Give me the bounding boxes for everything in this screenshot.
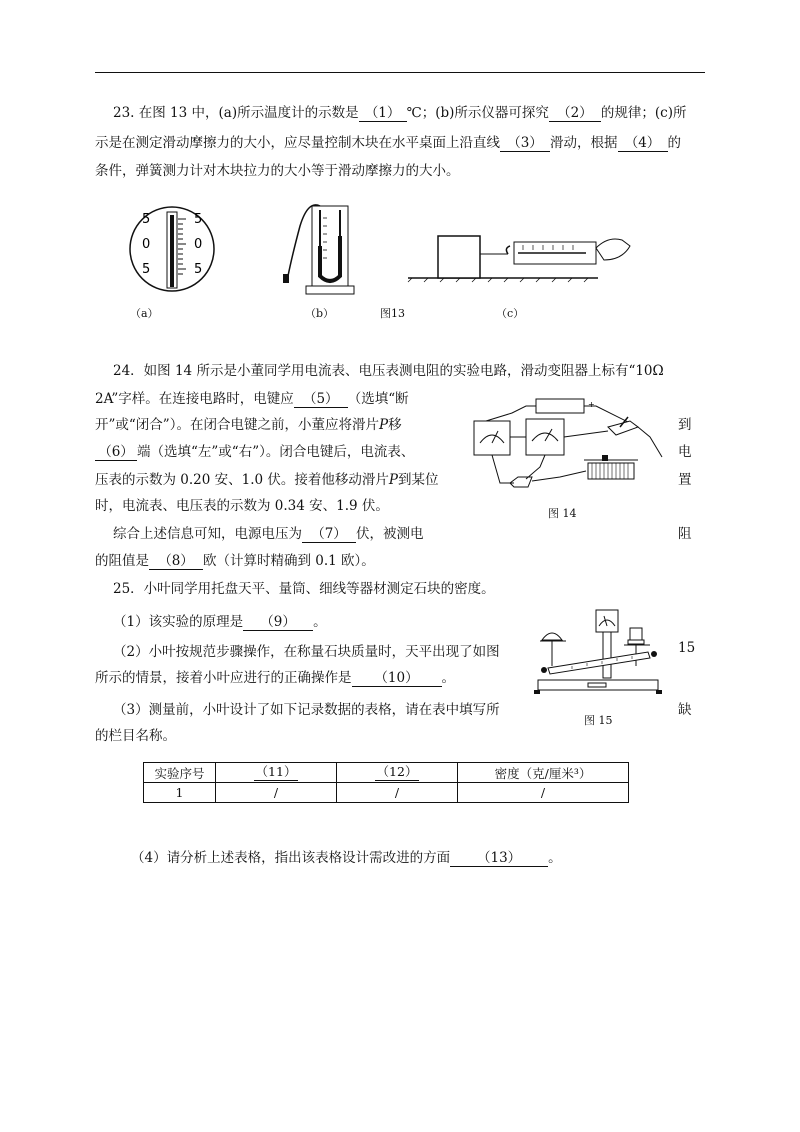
u-tube-manometer-figure: [278, 196, 358, 298]
thermo-tick-label: 5: [194, 212, 203, 227]
q24-line-3: 开”或“闭合”）。在闭合电键之前，小董应将滑片P移: [95, 417, 402, 433]
blank-4: （4）: [618, 135, 668, 152]
q24-line-2: 2A”字样。在连接电路时，电键应 （5） （选填“断: [95, 391, 409, 407]
figure-13-caption: 图13: [380, 307, 405, 320]
table-cell: /: [216, 783, 337, 803]
balance-figure: [532, 608, 666, 698]
q23-line-3: 条件，弹簧测力计对木块拉力的大小等于滑动摩擦力的大小。: [95, 163, 460, 179]
q25-sub-4: （4）请分析上述表格，指出该表格设计需改进的方面 （13） 。: [131, 850, 562, 866]
table-cell: 1: [144, 783, 216, 803]
blank-13: （13）: [450, 850, 548, 867]
q24-line-5: 压表的示数为 0.20 安、1.0 伏。接着他移动滑片P到某位: [95, 472, 439, 488]
figure-14-caption: 图 14: [548, 507, 577, 520]
q24-line-1: 24．如图 14 所示是小董同学用电流表、电压表测电阻的实验电路，滑动变阻器上标有“10Ω: [113, 363, 664, 379]
caption-c: （c）: [496, 307, 525, 320]
q25-sub-1: （1）该实验的原理是 （9） 。: [113, 614, 327, 630]
thermo-tick-label: 0: [142, 237, 151, 252]
table-header-cell: 实验序号: [144, 763, 216, 783]
q25-right-2: 缺: [678, 702, 692, 718]
blank-12: （12）: [376, 764, 418, 779]
blank-5: （5）: [294, 391, 348, 408]
blank-1: （1）: [359, 105, 407, 122]
block-spring-scale-figure: [408, 226, 634, 282]
table-cell: /: [337, 783, 458, 803]
table-header-cell: 密度（克/厘米³）: [458, 763, 629, 783]
blank-11: （11）: [255, 764, 297, 779]
thermometer-figure: [122, 207, 222, 292]
header-rule: [95, 72, 705, 73]
q24-right-1: 到: [678, 417, 692, 433]
q25-line-1: 25．小叶同学用托盘天平、量筒、细线等器材测定石块的密度。: [113, 581, 495, 597]
q24-line-8: 的阻值是 （8） 欧（计算时精确到 0.1 欧）。: [95, 553, 375, 569]
q24-right-3: 置: [678, 472, 692, 488]
table-header-row: [144, 763, 629, 783]
thermo-tick-label: 5: [142, 262, 151, 277]
q24-right-4: 阻: [678, 526, 692, 542]
blank-9: （9）: [243, 614, 313, 631]
blank-3: （3）: [500, 135, 550, 152]
caption-a: （a）: [130, 307, 159, 320]
circuit-figure: [470, 397, 670, 493]
caption-b: （b）: [305, 307, 335, 320]
table-header-cell: [216, 763, 337, 783]
blank-7: （7）: [302, 526, 356, 543]
blank-8: （8）: [149, 553, 203, 570]
table-cell: /: [458, 783, 629, 803]
figure-15-caption: 图 15: [584, 714, 613, 727]
thermo-tick-label: 5: [194, 262, 203, 277]
q23-line-1: 23. 在图 13 中，(a)所示温度计的示数是 （1） ℃；(b)所示仪器可探究 （2） 的规律；(c)所: [113, 105, 687, 121]
q25-sub-2: （2）小叶按规范步骤操作，在称量石块质量时，天平出现了如图: [113, 644, 500, 660]
record-table: [143, 762, 629, 803]
table-row: [144, 783, 629, 803]
q24-line-4: （6） 端（选填“左”或“右”）。闭合电键后，电流表、: [95, 440, 414, 461]
q24-line-6: 时，电流表、电压表的示数为 0.34 安、1.9 伏。: [95, 498, 389, 514]
q25-right-1: 15: [678, 640, 696, 656]
q25-sub-2b: 所示的情景，接着小叶应进行的正确操作是 （10） 。: [95, 670, 455, 686]
blank-10: （10）: [352, 670, 442, 687]
q24-right-2: 电: [678, 444, 692, 460]
q25-sub-3b: 的栏目名称。: [95, 728, 176, 744]
thermo-tick-label: 0: [194, 237, 203, 252]
thermo-tick-label: 5: [142, 212, 151, 227]
table-header-cell: [337, 763, 458, 783]
svg-text:+: +: [588, 400, 595, 409]
q24-line-7: 综合上述信息可知，电源电压为 （7） 伏，被测电: [113, 526, 424, 542]
blank-6: （6）: [95, 444, 137, 461]
q25-sub-3: （3）测量前，小叶设计了如下记录数据的表格，请在表中填写所: [113, 702, 500, 718]
q23-line-2: 示是在测定滑动摩擦力的大小，应尽量控制木块在水平桌面上沿直线 （3） 滑动，根据 （4） 的: [95, 135, 681, 151]
blank-2: （2）: [549, 105, 601, 122]
